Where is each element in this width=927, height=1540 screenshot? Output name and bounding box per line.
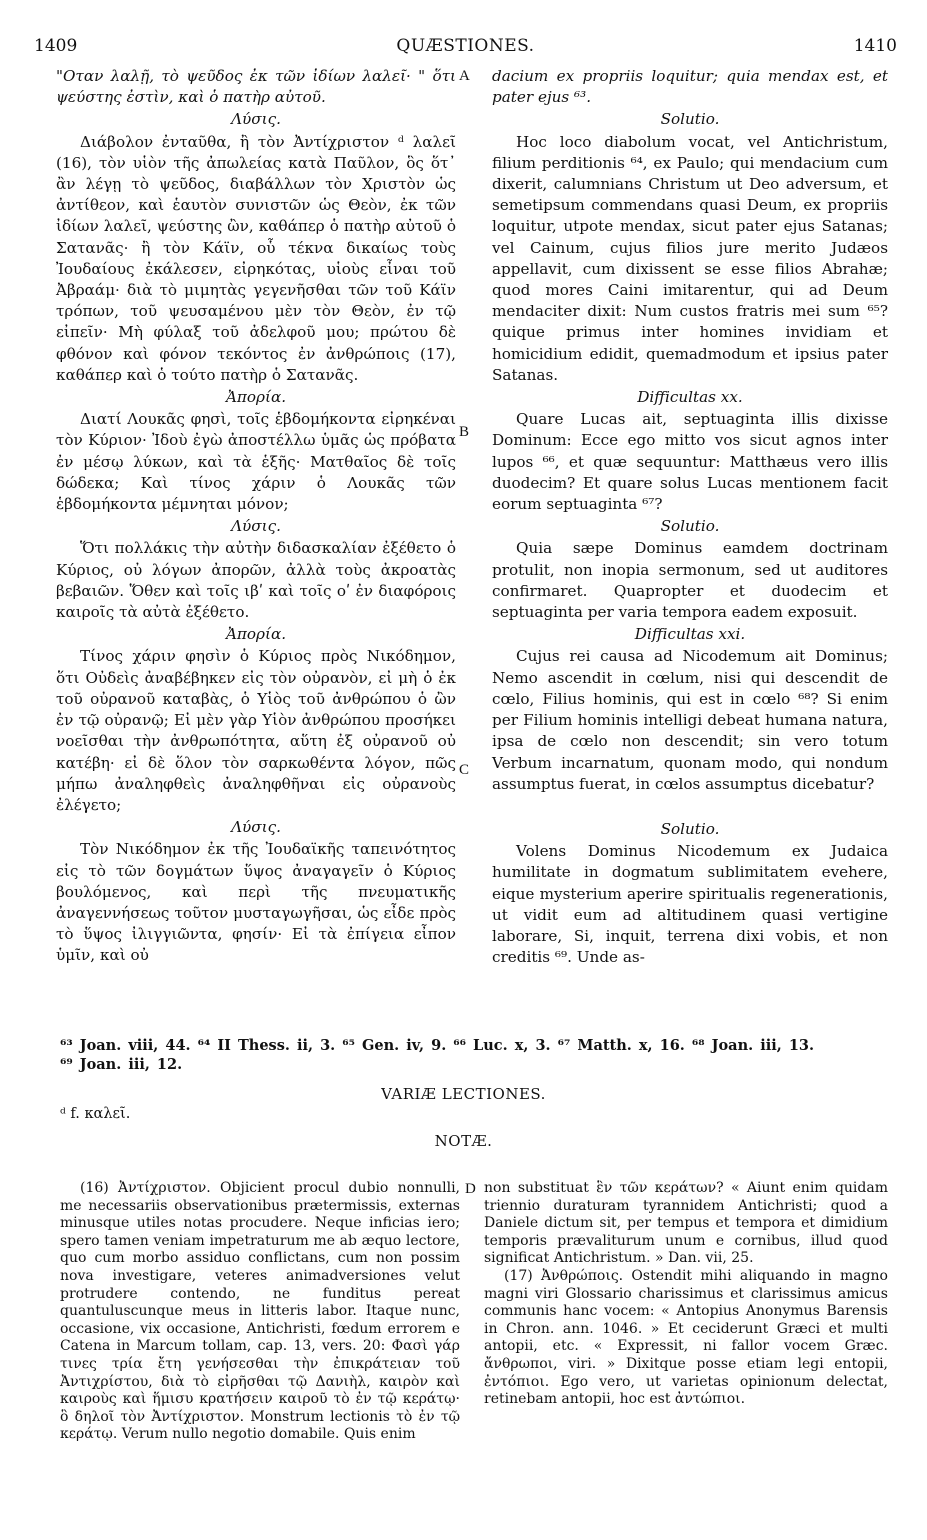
page-number-right: 1410 bbox=[853, 36, 897, 56]
margin-letter-c: C bbox=[459, 762, 470, 778]
latin-paragraph-5: Volens Dominus Nicodemum ex Judaica humilitate in dogmatum sublimitatem evehere, eique mysterium aperire spiritualis regenerationis, ut vidit eum ad altitudinem quasi vertigine laborare, Si, inquit, terrena dixi vobis, et non creditis ⁶⁹. Unde as- bbox=[492, 842, 888, 967]
page-header bbox=[34, 36, 897, 62]
reference-line-1: ⁶³ Joan. viii, 44. ⁶⁴ II Thess. ii, 3. ⁶⁵ Gen. iv, 9. ⁶⁶ Luc. x, 3. ⁶⁷ Matth. x, 16. ⁶⁸ Joan. iii, 13. bbox=[60, 1037, 815, 1054]
greek-column bbox=[56, 66, 456, 967]
running-title: QUÆSTIONES. bbox=[396, 36, 535, 56]
greek-heading-lysis-1: Λύσις. bbox=[231, 110, 281, 129]
greek-paragraph-2: Διατί Λουκᾶς φησὶ, τοῖς ἑβδομήκοντα εἰρηκέναι τὸν Κύριον· Ἰδοὺ ἐγὼ ἀποστέλλω ὑμᾶς ὡς πρόβατα ἐν μέσῳ λύκων, καὶ τὰ ἑξῆς· Ματθαῖος δὲ τοῖς δώδεκα; Καὶ τίνος χάριν ὁ Λουκᾶς τῶν ἑβδομήκοντα μέμνηται μόνον; bbox=[56, 410, 456, 514]
greek-heading-lysis-3: Λύσις. bbox=[231, 818, 281, 837]
greek-paragraph-1: Διάβολον ἐνταῦθα, ἢ τὸν Ἀντίχριστον ᵈ λαλεῖ (16), τὸν υἱὸν τῆς ἀπωλείας κατὰ Παῦλον, ὃς ὅτ᾽ ἂν λέγῃ τὸ ψεῦδος, διαβάλλων τὸν Χριστὸν ὡς ἀντίθεον, καὶ ἑαυτὸν συνιστῶν ὡς Θεὸν, ἐκ τῶν ἰδίων λαλεῖ, ψεύστης ὢν, καθάπερ ὁ πατὴρ αὐτοῦ ὁ Σατανᾶς· ἢ τὸν Κάϊν, οὗ τέκνα δικαίως τοὺς Ἰουδαίους ἐκάλεσεν, εἰρηκότας, υἱοὺς εἶναι τοῦ Ἀβραάμ· διὰ τὸ μιμητὰς γεγενῆσθαι τῶν τοῦ Κάϊν τρόπων, τοῦ ψευσαμένου μὲν τὸν Θεὸν, ἐν τῷ εἰπεῖν· Μὴ φύλαξ τοῦ ἀδελφοῦ μου; πρώτου δὲ φθόνον καὶ φόνον τεκόντος ἐν ἀνθρώποις (17), καθάπερ καὶ ὁ τούτο πατὴρ ὁ Σατανᾶς. bbox=[56, 132, 456, 384]
latin-text-opening: dacium ex propriis loquitur; quia mendax est, et pater ejus ⁶³. bbox=[492, 67, 888, 107]
greek-heading-lysis-2: Λύσις. bbox=[231, 517, 281, 536]
page-number-left: 1409 bbox=[34, 36, 78, 56]
scripture-references bbox=[60, 1036, 896, 1074]
margin-letter-a: A bbox=[459, 68, 470, 84]
latin-heading-solutio-3: Solutio. bbox=[660, 819, 720, 838]
reference-line-2: ⁶⁹ Joan. iii, 12. bbox=[60, 1056, 183, 1073]
note-17: (17) Ἀνθρώποις. Ostendit mihi aliquando in magno magni viri Glossario charissimus et clarissimus amicus communis hanc vocem: « Antopius Anonymus Barensis in Chron. ann. 1046. » Et ceciderunt Græci et multi antopii, etc. « Expressit, ni fallor vocem Græc. ἄνθρωποι, viri. » Dixitque posse etiam legi entopii, ἐντόπιοι. Ego vero, ut varietas opinionum delectat, retinebam antopii, hoc est ἀντώπιοι. bbox=[484, 1267, 888, 1408]
greek-paragraph-3: Ὅτι πολλάκις τὴν αὐτὴν διδασκαλίαν ἐξέθετο ὁ Κύριος, οὐ λόγων ἀπορῶν, ἀλλὰ τοὺς ἀκροατὰς βεβαιῶν. Ὅθεν καὶ τοῖς ιβʹ καὶ τοῖς οʹ ἐν διαφόροις καιροῖς τὰ αὐτὰ ἐξέθετο. bbox=[56, 539, 456, 622]
notes-left-column bbox=[60, 1180, 460, 1444]
latin-heading-difficultas-20: Difficultas xx. bbox=[637, 388, 743, 407]
note-16: (16) Ἀντίχριστον. Objicient procul dubio nonnulli, me necessariis observationibus prætermissis, externas minusque utiles notas procudere. Neque inficias iero; spero tamen veniam impetraturum me ab æquo lectore, quo cum morbo assiduo conflictans, cum non possim nova investigare, veteres animadversiones velut protrudere contendo, ne funditus pereat quantuluscunque meus in litteris labor. Itaque nunc, occasione, vix occasione, Antichristi, fœdum errorem e Catena in Marcum tollam, cap. 13, vers. 20: Φασὶ γάρ τινες τρία ἔτη γενήσεσθαι τὴν ἐπικράτειαν τοῦ Ἀντιχρίστου, διὰ τὸ εἰρῆσθαι τῷ Δανιὴλ, καιρὸν καὶ καιροὺς καὶ ἥμισυ κρατήσειν καιροῦ τὸ ἐν τῷ κεράτῳ· ὃ δηλοῖ τὸν Ἀντίχριστον. Monstrum lectionis τὸ ἐν τῷ κεράτῳ. Verum nullo negotio domabile. Quis enim bbox=[60, 1180, 460, 1443]
latin-paragraph-3: Quia sæpe Dominus eamdem doctrinam protulit, non inopia sermonum, sed ut auditores confirmaret. Quapropter et duodecim et septuaginta per varia tempora eadem exposuit. bbox=[492, 539, 888, 622]
greek-paragraph-5: Τὸν Νικόδημον ἐκ τῆς Ἰουδαϊκῆς ταπεινότητος εἰς τὸ τῶν δογμάτων ὕψος ἀναγαγεῖν ὁ Κύριος βουλόμενος, καὶ περὶ τῆς πνευματικῆς ἀναγεννήσεως τοῦτον μυσταγωγῆσαι, ὡς εἶδε πρὸς τὸ ὕψος ἰλιγγιῶντα, φησίν· Εἰ τὰ ἐπίγεια εἶπον ὑμῖν, καὶ οὐ bbox=[56, 840, 456, 965]
notes-right-column bbox=[484, 1180, 888, 1409]
latin-column bbox=[492, 66, 888, 968]
greek-heading-aporia-2: Ἀπορία. bbox=[225, 625, 287, 644]
latin-heading-difficultas-21: Difficultas xxi. bbox=[634, 625, 746, 644]
margin-letter-b: B bbox=[459, 424, 470, 440]
note-16-continued: non substituat ἓν τῶν κεράτων? « Aiunt enim quidam triennio duraturam tyrannidem Antichristi; quod a Daniele dictum sit, per tempus et tempora et dimidium temporis prævaliturum unum e cornibus, illud quod significat Antichristum. » Dan. vii, 25. bbox=[484, 1180, 888, 1267]
latin-spacer bbox=[492, 795, 888, 818]
latin-heading-solutio-1: Solutio. bbox=[660, 110, 720, 129]
variae-lectiones-title: VARIÆ LECTIONES. bbox=[381, 1085, 546, 1103]
greek-text-opening: "Οταν λαλῇ, τὸ ψεῦδος ἐκ τῶν ἰδίων λαλεῖ· " ὅτι ψεύστης ἐστὶν, καὶ ὁ πατὴρ αὐτοῦ. bbox=[56, 67, 456, 107]
latin-heading-solutio-2: Solutio. bbox=[660, 517, 720, 536]
latin-paragraph-4: Cujus rei causa ad Nicodemum ait Dominus; Nemo ascendit in cœlum, nisi qui descendit de cœlo, Filius hominis, qui est in cœlo ⁶⁸? Si enim per Filium hominis intelligi debeat humana natura, ipsa de cœlo non descendit; sin vero totum Verbum incarnatum, quonam modo, qui nondum assumptus fuerat, in cœlos assumptus dicebatur? bbox=[492, 647, 888, 793]
margin-letter-d: D bbox=[465, 1181, 476, 1197]
greek-heading-aporia-1: Ἀπορία. bbox=[225, 388, 287, 407]
variant-reading: ᵈ f. καλεῖ. bbox=[60, 1106, 131, 1122]
latin-paragraph-1: Hoc loco diabolum vocat, vel Antichristum, filium perditionis ⁶⁴, ex Paulo; qui mendacium cum dixerit, calumnians Christum ut Deo adversum, et semetipsum commendans quasi Deum, ex propriis loquitur, utpote mendax, sicut pater ejus Satanas; vel Cainum, cujus filios jure merito Judæos appellavit, cum dixissent se esse filios Abrahæ; quod mores Caini imitarentur, qui ad Deum mendaciter dixit: Num custos fratris mei sum ⁶⁵? quique primus inter homines invidiam et homicidium edidit, quemadmodum et ipsius pater Satanas. bbox=[492, 132, 888, 384]
latin-paragraph-2: Quare Lucas ait, septuaginta illis dixisse Dominum: Ecce ego mitto vos sicut agnos inter lupos ⁶⁶, et quæ sequuntur: Matthæus vero illis duodecim? Et quare solus Lucas mentionem facit eorum septuaginta ⁶⁷? bbox=[492, 410, 888, 514]
notae-title: NOTÆ. bbox=[434, 1132, 493, 1150]
greek-paragraph-4: Τίνος χάριν φησὶν ὁ Κύριος πρὸς Νικόδημον, ὅτι Οὐδεὶς ἀναβέβηκεν εἰς τὸν οὐρανὸν, εἰ μὴ ὁ ἐκ τοῦ οὐρανοῦ καταβὰς, ὁ Υἱὸς τοῦ ἀνθρώπου ὁ ὢν ἐν τῷ οὐρανῷ; Εἰ μὲν γὰρ Υἱὸν ἀνθρώπου προσήκει νοεῖσθαι τὴν ἀνθρωπότητα, αὕτη ἐξ οὐρανοῦ οὐ κατέβη· εἰ δὲ ὅλον τὸν σαρκωθέντα λόγον, πῶς μήπω ἀναληφθεὶς ἀναληφθῆναι εἰς οὐρανοὺς ἐλέγετο; bbox=[56, 647, 456, 814]
